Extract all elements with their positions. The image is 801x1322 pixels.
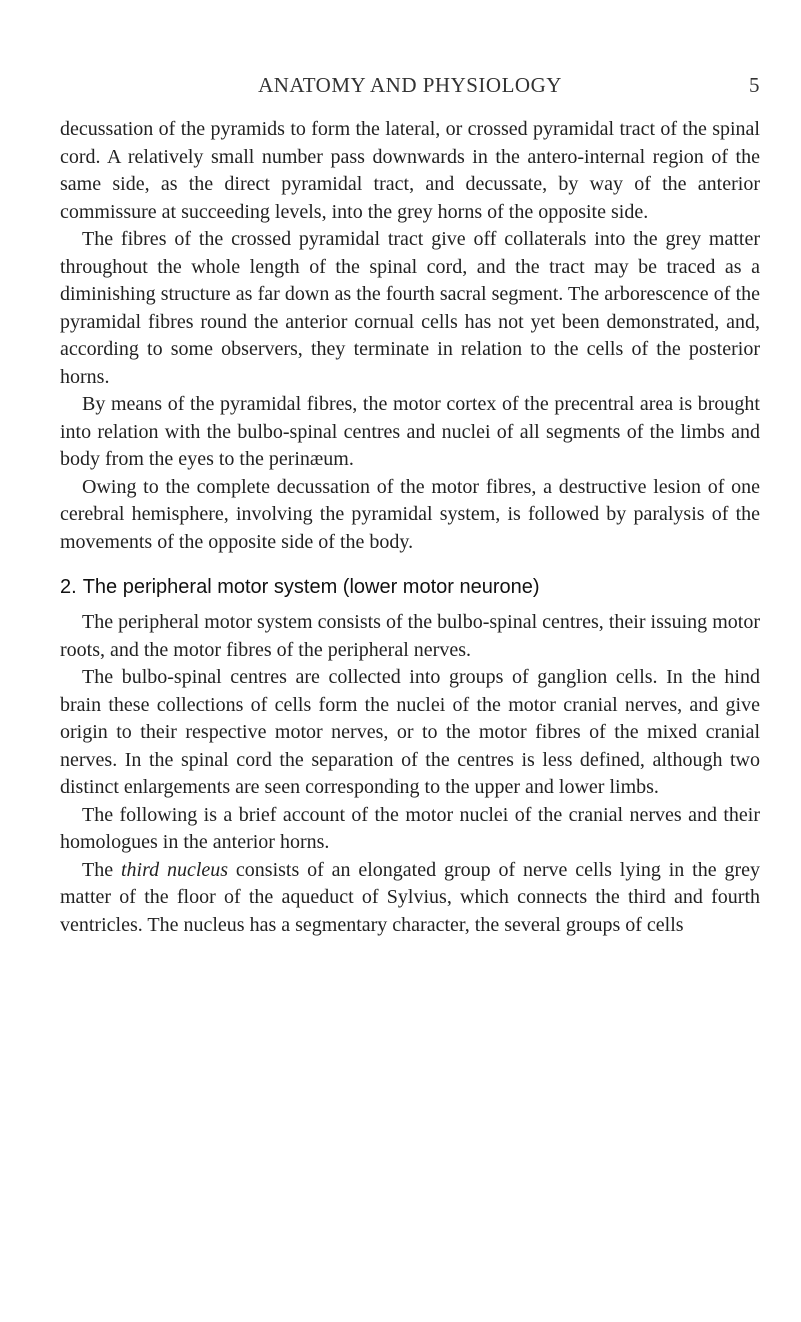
paragraph: The peripheral motor system consists of the bulbo-spinal centres, their issuing motor roots, and the motor fibres of the peripheral nerves. bbox=[60, 611, 760, 661]
section-heading bbox=[60, 574, 760, 601]
paragraph-rest: consists of an elongated group of nerve cells lying in the grey matter of the floor of the aqueduct of Sylvius, which connects the third and fourth ventricles. The nucleus has a segmentary character, the several groups of cells bbox=[60, 858, 760, 936]
paragraph: Owing to the complete decussation of the motor fibres, a destructive lesion of one cerebral hemisphere, involving the pyramidal system, is followed by paralysis of the movements of the opposite side of the body. bbox=[60, 475, 760, 553]
paragraph: The bulbo-spinal centres are collected into groups of ganglion cells. In the hind brain these collections of cells form the nuclei of the motor cranial nerves, and give origin to their respective motor nerves, or to the motor fibres of the mixed cranial nerves. In the spinal cord the separation of the centres is less defined, although two distinct enlargements are seen corresponding to the upper and lower limbs. bbox=[60, 666, 760, 798]
running-title: ANATOMY AND PHYSIOLOGY bbox=[258, 73, 562, 97]
paragraph: By means of the pyramidal fibres, the motor cortex of the precentral area is brought into relation with the bulbo-spinal centres and nuclei of all segments of the limbs and body from the eyes to the perinæum. bbox=[60, 393, 760, 470]
page-number: 5 bbox=[749, 73, 760, 97]
paragraph: decussation of the pyramids to form the lateral, or crossed pyramidal tract of the spinal cord. A relatively small number pass downwards in the antero-internal region of the same side, as the direct pyramidal tract, and decussate, by way of the anterior commissure at succeeding levels, into the grey horns of the opposite side. bbox=[60, 118, 760, 223]
body-text bbox=[60, 116, 760, 939]
section-title: The peripheral motor system (lower motor neurone) bbox=[82, 576, 540, 598]
paragraph bbox=[60, 857, 760, 940]
running-head bbox=[60, 73, 760, 103]
section-number: 2. bbox=[60, 576, 77, 598]
paragraph: The following is a brief account of the motor nuclei of the cranial nerves and their homologues in the anterior horns. bbox=[60, 803, 760, 853]
paragraph-lead: The bbox=[82, 858, 121, 881]
italic-term: third nucleus bbox=[120, 858, 229, 881]
paragraph: The fibres of the crossed pyramidal tract give off collaterals into the grey matter throughout the whole length of the spinal cord, and the tract may be traced as a diminishing structure as far down as the fourth sacral segment. The arborescence of the pyramidal fibres round the anterior cornual cells has not yet been demonstrated, and, according to some observers, they terminate in relation to the cells of the posterior horns. bbox=[60, 228, 760, 388]
